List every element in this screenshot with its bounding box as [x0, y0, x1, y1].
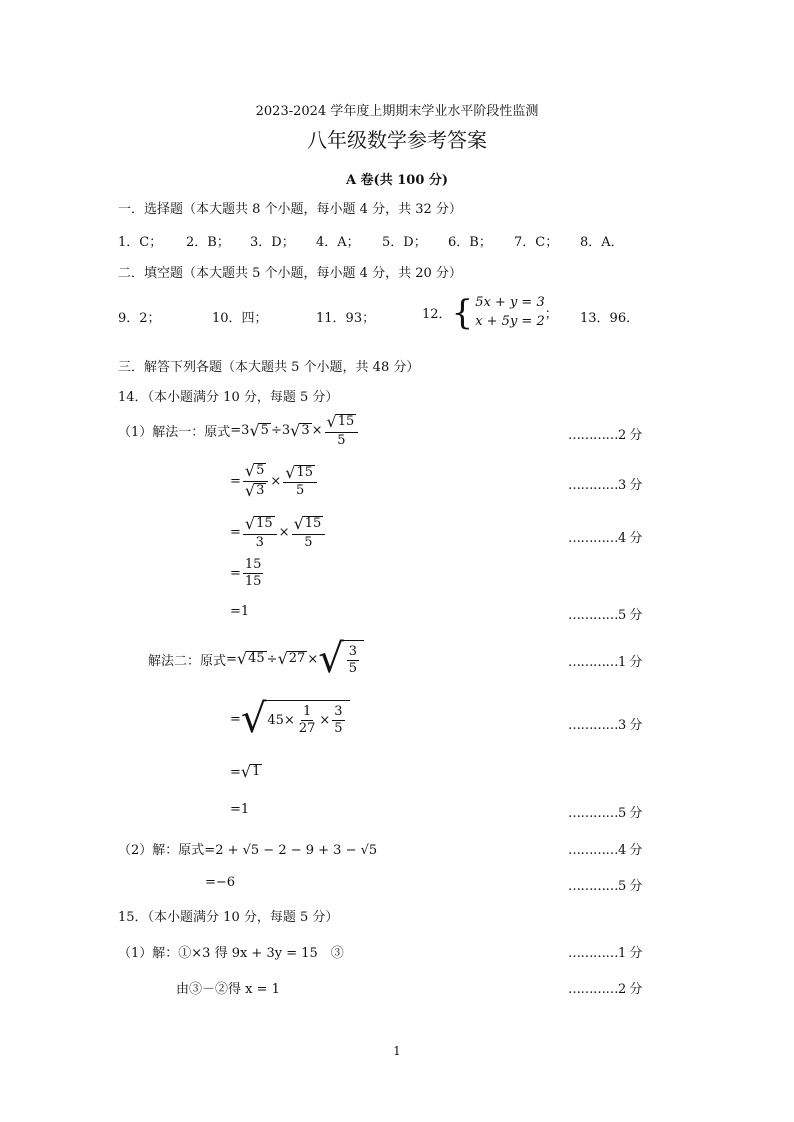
mc-answer-8: 8．A．: [580, 235, 624, 250]
score-marker: …………5 分: [568, 806, 642, 821]
q14-method1-line3: = √ 15 3 × √ 15 5: [230, 516, 327, 549]
fill-answer-12: 12． { 5x + y = 3 x + 5y = 2 ；: [422, 292, 558, 333]
mc-answer-1: 1．C；: [118, 235, 163, 250]
q14-method1-line1: （1）解法一：原式 =3 √ 5 ÷3 √ 3 × √ 15 5: [118, 414, 360, 447]
mc-answer-3: 3．D；: [250, 235, 295, 250]
left-brace: {: [451, 292, 474, 333]
mc-answer-5: 5．D；: [382, 235, 427, 250]
q14-method1-line2: = √ 5 √ 3 × √ 15 5: [230, 463, 319, 499]
volume-heading: A 卷(共 100 分): [345, 173, 449, 188]
score-marker: …………5 分: [568, 879, 642, 894]
doc-subtitle: 八年级数学参考答案: [307, 128, 487, 152]
equation-system: 5x + y = 3 x + 5y = 2: [475, 295, 545, 329]
q14-method1-line4: = $\frac{15}{15}$: [230, 557, 262, 589]
mc-answer-4: 4．A；: [316, 235, 360, 250]
score-marker: …………5 分: [568, 608, 642, 623]
score-marker: …………4 分: [568, 531, 642, 546]
section3-heading: 三．解答下列各题（本大题共 5 个小题，共 48 分）: [118, 360, 420, 375]
score-marker: …………1 分: [568, 946, 642, 961]
q14-part2-line1: （2）解：原式=2 + √5 − 2 − 9 + 3 − √5: [118, 843, 378, 858]
q14-part2-line2: =−6: [205, 875, 236, 890]
q15-heading: 15．（本小题满分 10 分，每题 5 分）: [118, 910, 339, 925]
q14-method1-line5: =1: [230, 604, 250, 619]
q15-line2: 由③－②得 x = 1: [176, 982, 280, 997]
fill-answer-11: 11．93；: [316, 311, 376, 326]
q14-method2-line1: 解法二：原式 = √ 45 ÷ √ 27 × √ $\frac{3}{5}$: [148, 640, 364, 678]
score-marker: …………1 分: [568, 655, 642, 670]
section1-heading: 一．选择题（本大题共 8 个小题，每小题 4 分，共 32 分）: [118, 202, 462, 217]
mc-answer-7: 7．C；: [514, 235, 559, 250]
section2-heading: 二．填空题（本大题共 5 个小题，每小题 4 分，共 20 分）: [118, 266, 462, 281]
q14-method2-line3: = √ 1: [230, 762, 261, 781]
score-marker: …………3 分: [568, 718, 642, 733]
exam-title: 2023-2024 学年度上期期末学业水平阶段性监测: [255, 104, 539, 119]
page-number: 1: [393, 1044, 401, 1058]
score-marker: …………2 分: [568, 428, 642, 443]
q14-method2-line2: = √ 45× $\frac{1}{27}$ × $\frac{3}{5}$: [230, 700, 350, 738]
q14-heading: 14．（本小题满分 10 分，每题 5 分）: [118, 390, 339, 405]
fill-answer-10: 10．四；: [212, 311, 268, 326]
fill-answer-13: 13．96．: [580, 311, 640, 326]
fill-answer-9: 9．2；: [118, 311, 161, 326]
mc-answer-6: 6．B；: [448, 235, 492, 250]
score-marker: …………3 分: [568, 478, 642, 493]
q15-line1: （1）解：①×3 得 9x + 3y = 15 ③: [118, 946, 344, 961]
mc-answer-2: 2．B；: [186, 235, 230, 250]
score-marker: …………2 分: [568, 982, 642, 997]
q14-method2-line4: =1: [230, 802, 250, 817]
score-marker: …………4 分: [568, 843, 642, 858]
